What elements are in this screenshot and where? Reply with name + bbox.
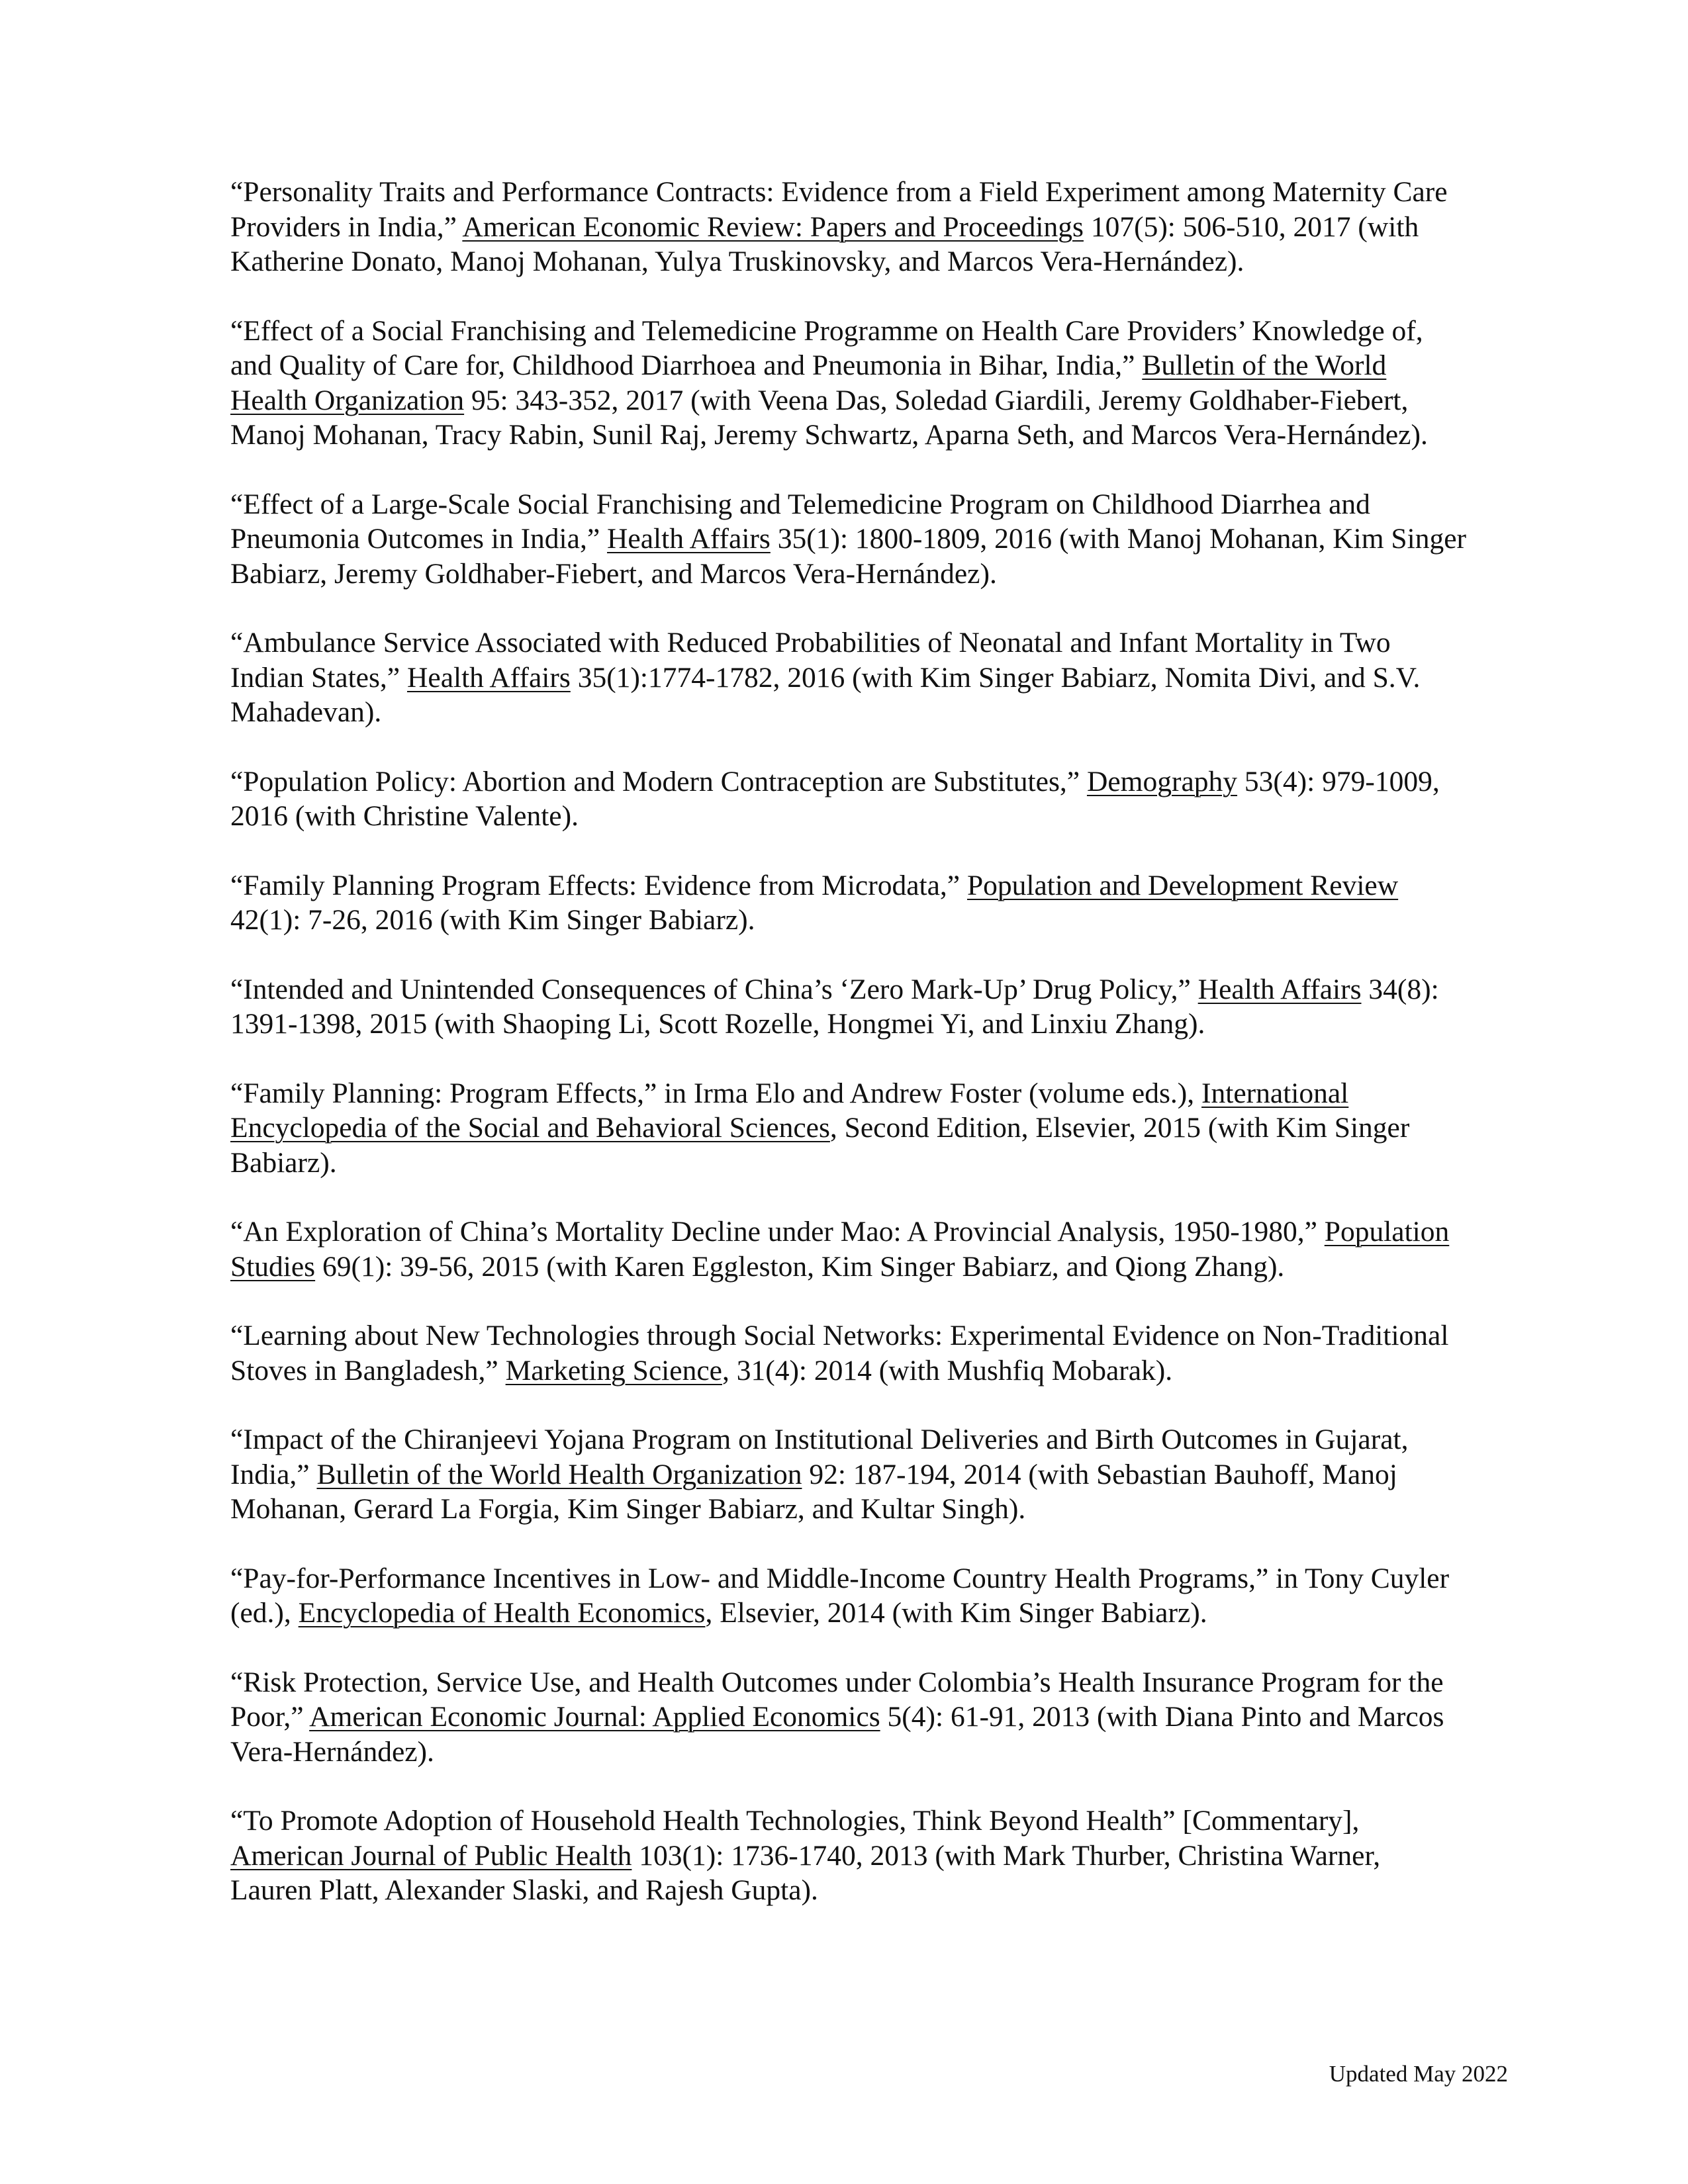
citation-title: “Intended and Unintended Consequences of China’s ‘Zero Mark-Up’ Drug Policy,” [230,973,1198,1005]
citation-details: 42(1): 7-26, 2016 (with Kim Singer Babiarz). [230,904,755,936]
journal-name: American Economic Review: Papers and Proceedings [462,210,1084,243]
citation-title: “Effect of a Large-Scale Social Franchising and Telemedicine Program on Childhood Diarrhea and Pneumonia Outcomes in India,” [230,488,1370,555]
updated-date: Updated May 2022 [1329,2061,1508,2087]
citation-details: 5(4): 61-91, 2013 (with Diana Pinto and Marcos Vera-Hernández). [230,1701,1444,1768]
publication-entry [230,625,1468,730]
journal-name: American Journal of Public Health [230,1839,632,1872]
publication-entry [230,1665,1468,1770]
journal-name: Population and Development Review [966,869,1399,901]
citation-title: “Population Policy: Abortion and Modern Contraception are Substitutes,” [230,765,1087,797]
citation-details: 92: 187-194, 2014 (with Sebastian Bauhoff, Manoj Mohanan, Gerard La Forgia, Kim Singer Babiarz, and Kultar Singh). [230,1458,1397,1525]
journal-name: Bulletin of the World Health Organization [230,349,1387,416]
journal-name: American Economic Journal: Applied Economics [309,1701,880,1733]
citation-details: 35(1):1774-1782, 2016 (with Kim Singer Babiarz, Nomita Divi, and S.V. Mahadevan). [230,661,1421,728]
journal-name: Bulletin of the World Health Organization [316,1458,802,1490]
citation-details: 53(4): 979-1009, 2016 (with Christine Valente). [230,765,1440,832]
citation-details: 34(8): 1391-1398, 2015 (with Shaoping Li, Scott Rozelle, Hongmei Yi, and Linxiu Zhang). [230,973,1439,1040]
citation-title: “Risk Protection, Service Use, and Health Outcomes under Colombia’s Health Insurance Program for the Poor,” [230,1666,1444,1733]
journal-name: Demography [1086,765,1238,797]
citation-title: “Pay-for-Performance Incentives in Low- and Middle-Income Country Health Programs,” in Tony Cuyler (ed.), [230,1562,1450,1629]
publication-entry [230,1318,1468,1388]
publication-entry [230,972,1468,1042]
journal-name: Encyclopedia of Health Economics [298,1597,706,1629]
publication-entry [230,868,1468,938]
publication-entry [230,1561,1468,1631]
journal-name: International Encyclopedia of the Social and Behavioral Sciences [230,1077,1349,1144]
citation-title: “Personality Traits and Performance Contracts: Evidence from a Field Experiment among Maternity Care Providers in India,” [230,176,1448,243]
citation-details: 103(1): 1736-1740, 2013 (with Mark Thurber, Christina Warner, Lauren Platt, Alexander Slaski, and Rajesh Gupta). [230,1839,1381,1906]
citation-details: , Elsevier, 2014 (with Kim Singer Babiarz). [705,1597,1207,1629]
citation-details: , Second Edition, Elsevier, 2015 (with Kim Singer Babiarz). [230,1112,1410,1179]
publication-entry [230,1076,1468,1181]
citation-title: “To Promote Adoption of Household Health Technologies, Think Beyond Health” [Commentary], [230,1805,1360,1837]
citation-details: 35(1): 1800-1809, 2016 (with Manoj Mohanan, Kim Singer Babiarz, Jeremy Goldhaber-Fiebert, and Marcos Vera-Hernández). [230,523,1466,590]
citation-title: “Family Planning Program Effects: Evidence from Microdata,” [230,869,967,901]
citation-details: 69(1): 39-56, 2015 (with Karen Eggleston, Kim Singer Babiarz, and Qiong Zhang). [315,1250,1285,1283]
citation-details: , 31(4): 2014 (with Mushfiq Mobarak). [722,1354,1173,1387]
publication-entry [230,487,1468,592]
citation-details: 95: 343-352, 2017 (with Veena Das, Soledad Giardili, Jeremy Goldhaber-Fiebert, Manoj Mohanan, Tracy Rabin, Sunil Raj, Jeremy Schwartz, Aparna Seth, and Marcos Vera-Hernández). [230,384,1428,451]
journal-name: Health Affairs [406,661,571,694]
publication-entry [230,1214,1468,1284]
journal-name: Health Affairs [607,523,771,555]
journal-name: Marketing Science [505,1354,722,1387]
citation-title: “Ambulance Service Associated with Reduced Probabilities of Neonatal and Infant Mortality in Two Indian States,” [230,627,1391,694]
publication-entry [230,175,1468,279]
publication-entry [230,764,1468,834]
journal-name: Population Studies [230,1216,1450,1283]
journal-name: Health Affairs [1197,973,1362,1005]
citation-title: “An Exploration of China’s Mortality Decline under Mao: A Provincial Analysis, 1950-1980,” [230,1216,1325,1248]
publication-list [230,175,1468,1942]
citation-title: “Effect of a Social Franchising and Telemedicine Programme on Health Care Providers’ Knowledge of, and Quality of Care for, Childhood Diarrhoea and Pneumonia in Bihar, India,” [230,314,1423,381]
citation-title: “Learning about New Technologies through Social Networks: Experimental Evidence on Non-Traditional Stoves in Bangladesh,” [230,1320,1449,1387]
citation-title: “Impact of the Chiranjeevi Yojana Program on Institutional Deliveries and Birth Outcomes in Gujarat, India,” [230,1424,1409,1490]
publication-entry [230,314,1468,453]
citation-title: “Family Planning: Program Effects,” in Irma Elo and Andrew Foster (volume eds.), [230,1077,1202,1109]
publication-entry [230,1422,1468,1527]
publication-entry [230,1803,1468,1908]
citation-details: 107(5): 506-510, 2017 (with Katherine Donato, Manoj Mohanan, Yulya Truskinovsky, and Marcos Vera-Hernández). [230,210,1419,277]
